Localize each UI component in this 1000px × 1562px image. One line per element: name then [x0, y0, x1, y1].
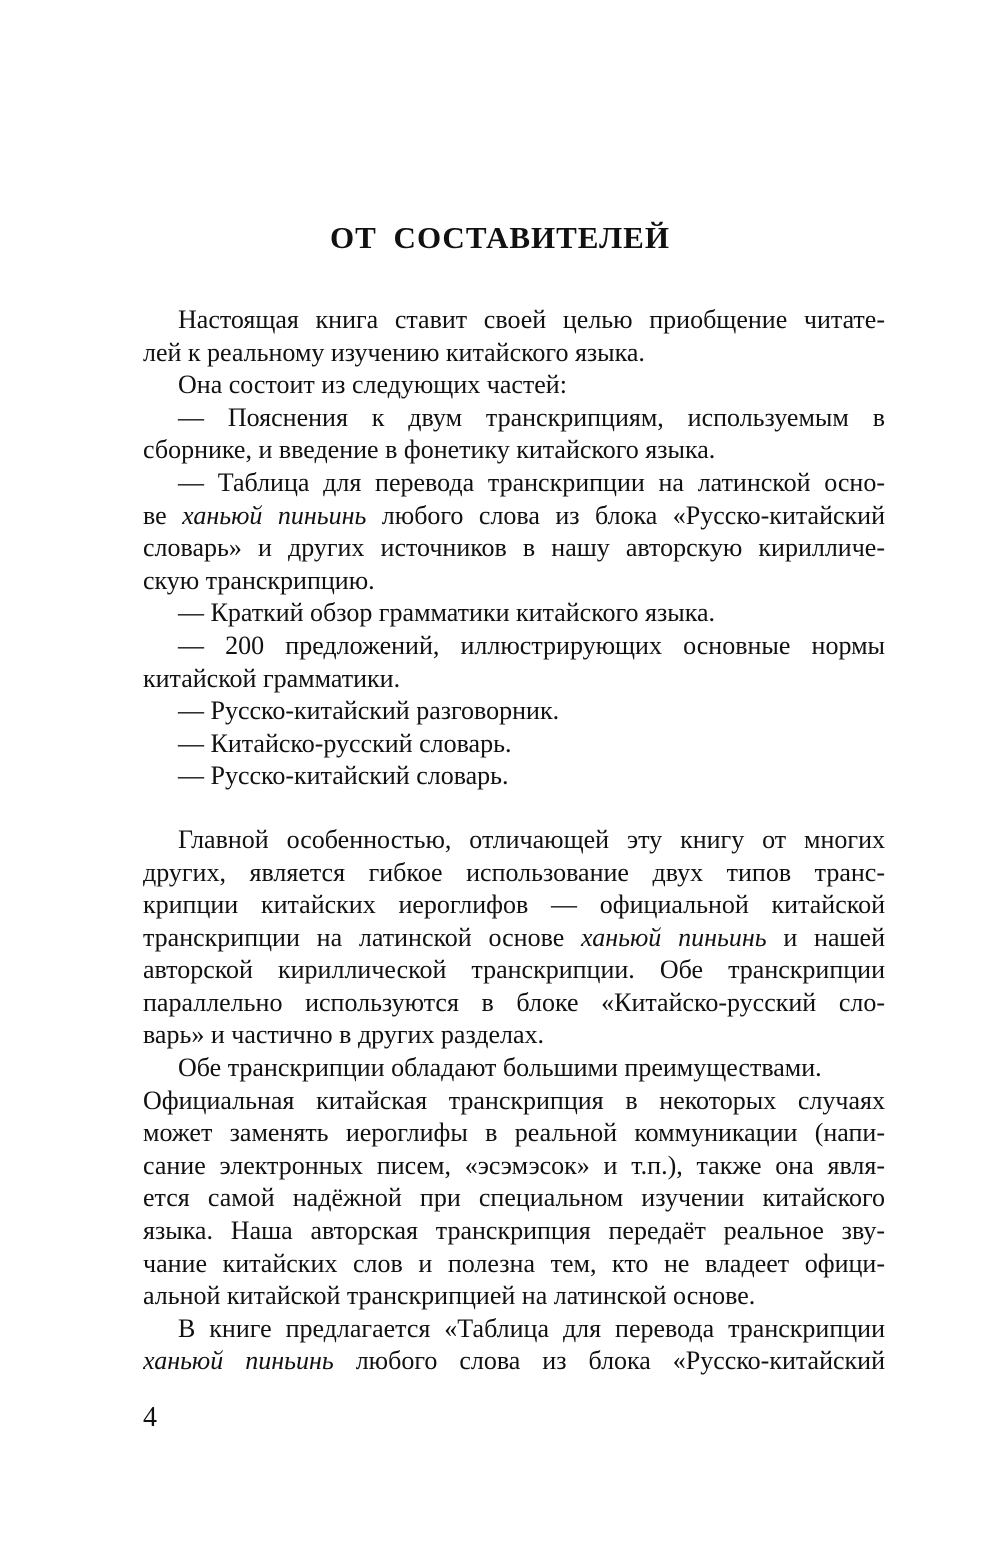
text-line: [143, 337, 885, 370]
text-line: [143, 532, 885, 565]
text-line: [143, 1313, 885, 1346]
text-segment: может заменять иероглифы в реальной коммуникации (напи-: [143, 1118, 885, 1148]
text-line: [143, 1052, 885, 1085]
text-segment: альной китайской транскрипцией на латинской основе.: [143, 1281, 756, 1311]
text-line: [143, 1248, 885, 1281]
text-segment: авторской кириллической транскрипции. Обе транскрипции: [143, 955, 885, 985]
text-line: [143, 369, 885, 402]
text-line: [143, 1117, 885, 1150]
text-segment: языка. Наша авторская транскрипция передаёт реальное зву-: [143, 1216, 885, 1246]
body-text: [143, 304, 885, 1378]
text-segment: ется самой надёжной при специальном изучении китайского: [143, 1183, 885, 1213]
text-segment: Официальная китайская транскрипция в некоторых случаях: [143, 1085, 885, 1115]
text-line: [143, 728, 885, 761]
text-segment: любого слова из блока «Русско-китайский: [333, 1346, 885, 1376]
text-line: [143, 695, 885, 728]
text-line: [143, 467, 885, 500]
text-segment: китайской грамматики.: [143, 663, 401, 693]
page-number: 4: [143, 1402, 157, 1433]
italic-term: ханьюй пиньинь: [143, 1346, 334, 1376]
text-line: [143, 1345, 885, 1378]
text-line: [143, 1150, 885, 1183]
text-line: [143, 630, 885, 663]
text-segment: сание электронных писем, «эсэмэсок» и т.п.), также она явля-: [143, 1150, 885, 1180]
text-segment: Главной особенностью, отличающей эту книгу от многих: [178, 824, 885, 854]
text-segment: — Русско-китайский разговорник.: [178, 696, 560, 726]
text-line: [143, 824, 885, 857]
text-line: [143, 1280, 885, 1313]
text-line: [143, 954, 885, 987]
text-segment: крипции китайских иероглифов — официальной китайской: [143, 890, 885, 920]
text-segment: параллельно используются в блоке «Китайско-русский сло-: [143, 987, 885, 1017]
text-line: [143, 857, 885, 890]
text-segment: Она состоит из следующих частей:: [178, 370, 567, 400]
italic-term: ханьюй пиньинь: [182, 500, 367, 530]
text-segment: — Китайско-русский словарь.: [178, 728, 512, 758]
text-segment: — Таблица для перевода транскрипции на латинской осно-: [178, 467, 885, 497]
text-segment: — Русско-китайский словарь.: [178, 761, 509, 791]
text-line: [143, 760, 885, 793]
text-segment: транскрипции на латинской основе: [143, 922, 582, 952]
text-line: [143, 565, 885, 598]
text-line: [143, 889, 885, 922]
text-line: [143, 922, 885, 955]
text-segment: любого слова из блока «Русско-китайский: [366, 500, 885, 530]
text-line: [143, 434, 885, 467]
italic-term: ханьюй пиньинь: [581, 922, 767, 952]
text-segment: ве: [143, 500, 183, 530]
paragraph-gap: [143, 793, 885, 824]
text-line: [143, 304, 885, 337]
text-segment: Настоящая книга ставит своей целью приобщение читате-: [178, 305, 885, 334]
page-title: ОТ СОСТАВИТЕЛЕЙ: [330, 220, 670, 255]
text-line: [143, 1182, 885, 1215]
text-segment: Обе транскрипции обладают большими преимуществами.: [178, 1053, 822, 1083]
text-segment: В книге предлагается «Таблица для перевода транскрипции: [178, 1313, 885, 1343]
text-segment: — Краткий обзор грамматики китайского языка.: [178, 598, 716, 628]
text-line: [143, 1085, 885, 1118]
text-line: [143, 987, 885, 1020]
text-line: [143, 1215, 885, 1248]
text-line: [143, 597, 885, 630]
text-segment: скую транскрипцию.: [143, 565, 375, 595]
text-line: [143, 500, 885, 533]
text-segment: чание китайских слов и полезна тем, кто не владеет офици-: [143, 1248, 885, 1278]
text-segment: и нашей: [766, 922, 885, 952]
text-segment: словарь» и других источников в нашу авторскую кирилличе-: [143, 533, 885, 563]
text-segment: — Пояснения к двум транскрипциям, используемым в: [178, 402, 885, 432]
text-segment: варь» и частично в других разделах.: [143, 1020, 545, 1050]
text-segment: лей к реальному изучению китайского языка.: [143, 337, 645, 367]
text-line: [143, 663, 885, 696]
text-line: [143, 1019, 885, 1052]
text-segment: сборнике, и введение в фонетику китайского языка.: [143, 435, 716, 465]
text-segment: — 200 предложений, иллюстрирующих основные нормы: [178, 630, 885, 660]
text-segment: других, является гибкое использование двух типов транс-: [143, 857, 885, 887]
text-line: [143, 402, 885, 435]
